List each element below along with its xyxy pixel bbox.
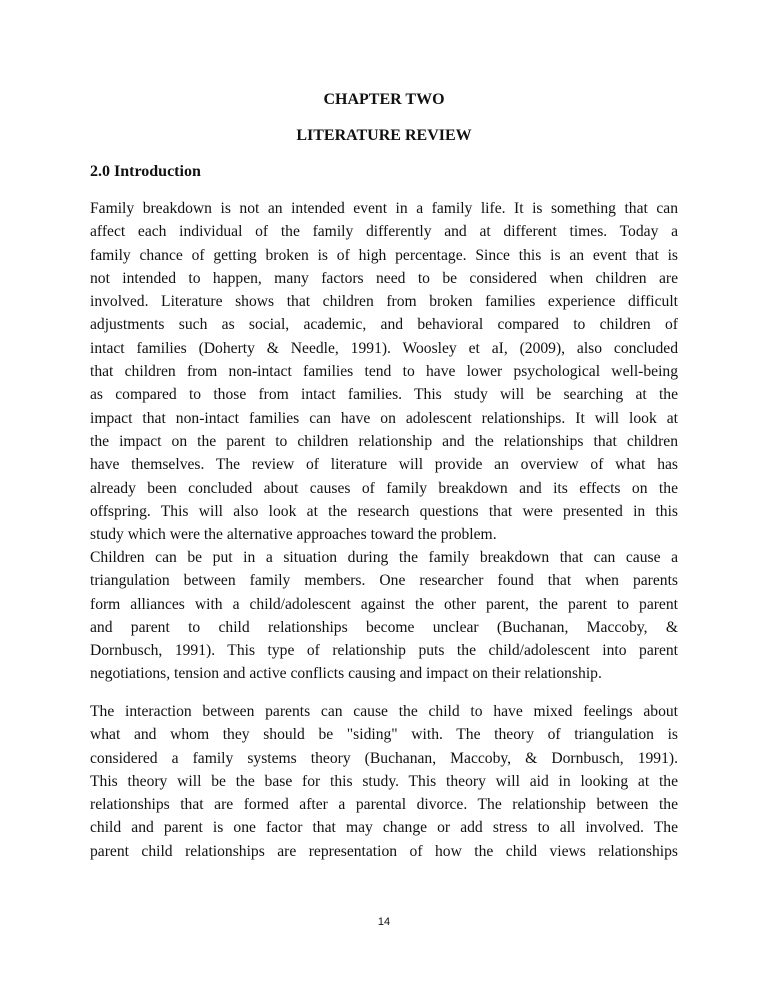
paragraph-line: affect each individual of the family differently and at different times. Today a	[90, 223, 678, 241]
section-title: LITERATURE REVIEW	[296, 127, 472, 144]
paragraph-line: negotiations, tension and active conflicts causing and impact on their relationship.	[90, 665, 602, 683]
paragraph-line: involved. Literature shows that children from broken families experience difficult	[90, 293, 678, 311]
paragraph-line: and parent to child relationships become unclear (Buchanan, Maccoby, &	[90, 618, 678, 636]
paragraph-2	[90, 546, 678, 686]
paragraph-line: already been concluded about causes of family breakdown and its effects on the	[90, 479, 678, 497]
paragraph-line: as compared to those from intact families. This study will be searching at the	[90, 386, 678, 404]
paragraph-line: that children from non-intact families tend to have lower psychological well-being	[90, 363, 678, 381]
paragraph-line: Children can be put in a situation during the family breakdown that can cause a	[90, 549, 678, 566]
subsection-heading: 2.0 Introduction	[90, 163, 201, 180]
paragraph-line: triangulation between family members. One researcher found that when parents	[90, 572, 678, 590]
paragraph-line: relationships that are formed after a parental divorce. The relationship between the	[90, 796, 678, 814]
paragraph-line: adjustments such as social, academic, and behavioral compared to children of	[90, 316, 678, 334]
paragraph-line: not intended to happen, many factors need to be considered when children are	[90, 269, 678, 287]
paragraph-line: form alliances with a child/adolescent against the other parent, the parent to parent	[90, 595, 678, 613]
paragraph-line: family chance of getting broken is of high percentage. Since this is an event that is	[90, 246, 678, 264]
paragraph-line: the impact on the parent to children relationship and the relationships that children	[90, 432, 678, 450]
paragraph-line: The interaction between parents can cause the child to have mixed feelings about	[90, 703, 678, 720]
paragraph-line: study which were the alternative approaches toward the problem.	[90, 526, 497, 544]
paragraph-line: Dornbusch, 1991). This type of relationship puts the child/adolescent into parent	[90, 642, 678, 660]
paragraph-3	[90, 700, 678, 863]
paragraph-line: considered a family systems theory (Buchanan, Maccoby, & Dornbusch, 1991).	[90, 749, 678, 767]
paragraph-line: Family breakdown is not an intended event in a family life. It is something that can	[90, 200, 678, 217]
chapter-title: CHAPTER TWO	[323, 91, 445, 108]
paragraph-line: have themselves. The review of literature will provide an overview of what has	[90, 456, 678, 474]
paragraph-line: child and parent is one factor that may change or add stress to all involved. The	[90, 819, 678, 837]
page-number: 14	[377, 916, 391, 928]
paragraph-1	[90, 197, 678, 546]
paragraph-line: intact families (Doherty & Needle, 1991). Woosley et aI, (2009), also concluded	[90, 339, 678, 357]
paragraph-line: parent child relationships are representation of how the child views relationships	[90, 842, 678, 860]
paragraph-line: what and whom they should be "siding" with. The theory of triangulation is	[90, 726, 678, 744]
paragraph-line: impact that non-intact families can have on adolescent relationships. It will look at	[90, 409, 678, 427]
paragraph-line: offspring. This will also look at the research questions that were presented in this	[90, 502, 678, 520]
paragraph-line: This theory will be the base for this study. This theory will aid in looking at the	[90, 772, 678, 790]
